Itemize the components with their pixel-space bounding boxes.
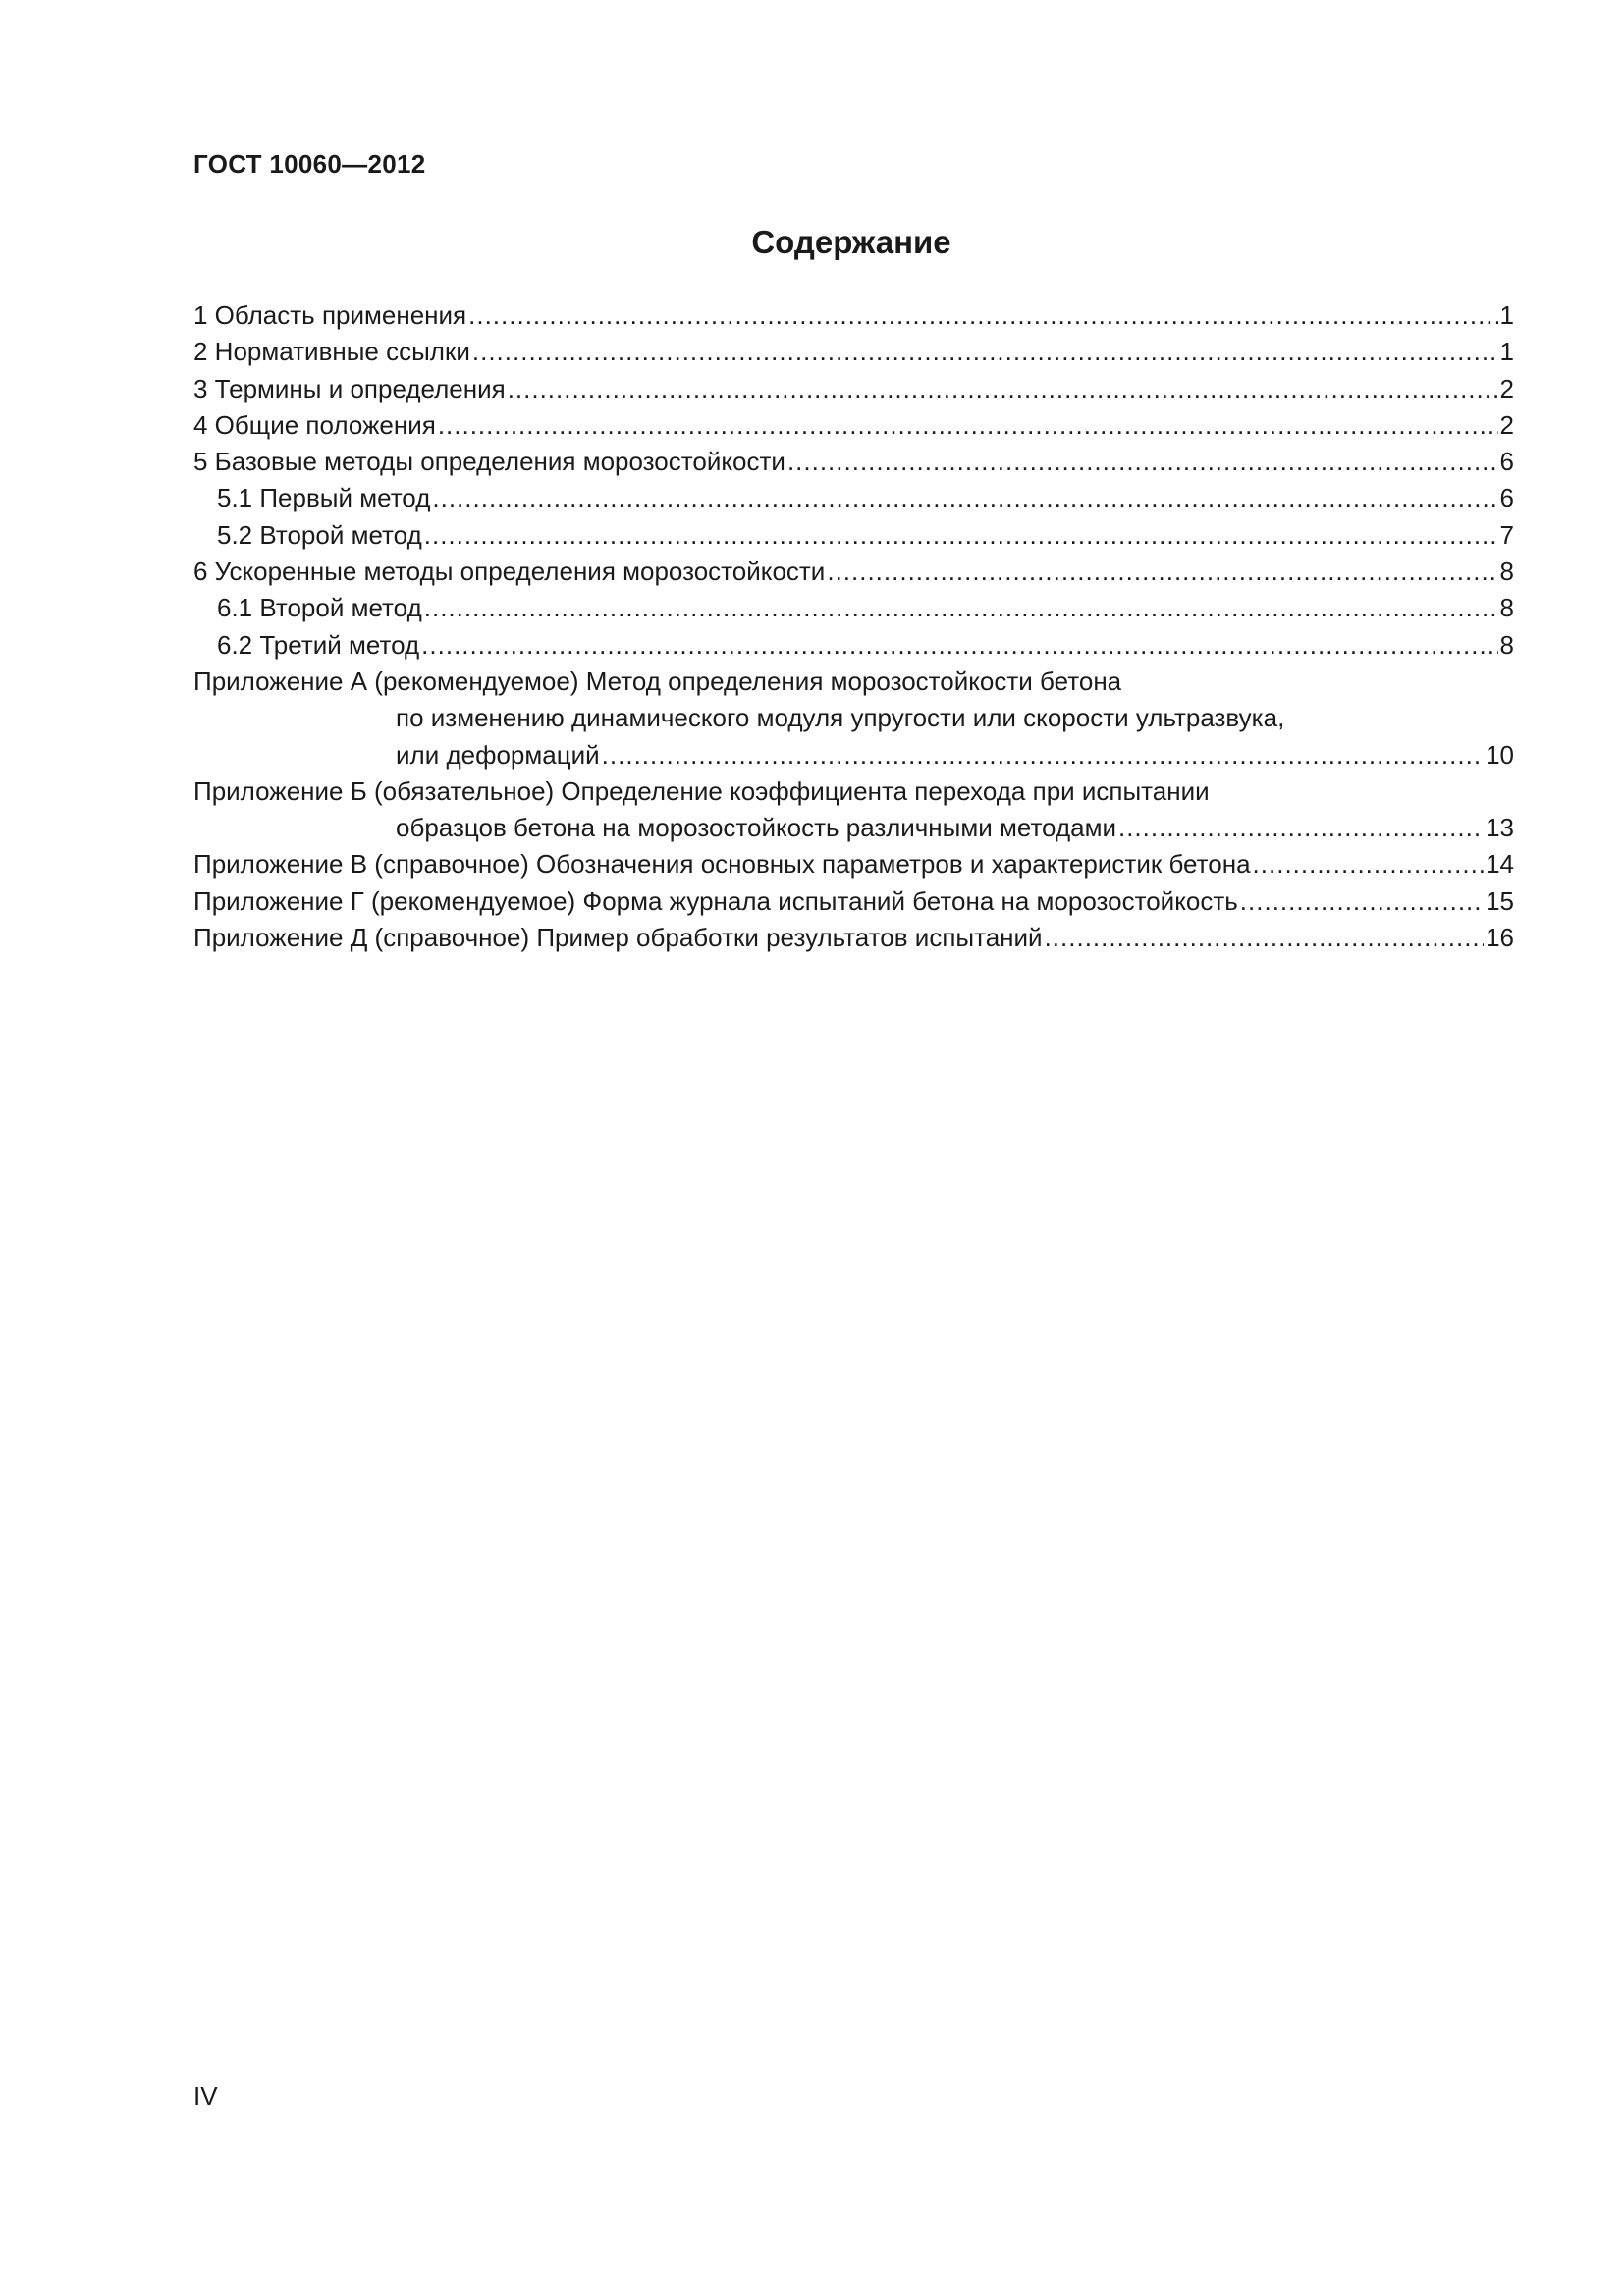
toc-entry-page: 6 xyxy=(1499,447,1514,477)
toc-entry-label: 6.2 Третий метод xyxy=(217,629,420,660)
toc-entry-page: 10 xyxy=(1486,739,1514,770)
toc-entry-appendix-d[interactable] xyxy=(193,920,1514,956)
page-number: IV xyxy=(193,2081,218,2110)
toc-leader-dots xyxy=(424,590,1498,626)
toc-entry-appendix-g[interactable] xyxy=(193,883,1514,920)
toc-entry-label: 3 Термины и определения xyxy=(193,373,506,403)
toc-leader-dots xyxy=(438,407,1498,444)
toc-entry-label-continued: или деформаций xyxy=(396,739,600,770)
toc-entry-2[interactable] xyxy=(193,334,1514,370)
toc-entry-label: 4 Общие положения xyxy=(193,409,436,440)
toc-entry-page: 1 xyxy=(1499,337,1514,367)
toc-entry-6[interactable] xyxy=(193,554,1514,590)
toc-entry-5[interactable] xyxy=(193,444,1514,480)
toc-entry-page: 7 xyxy=(1499,519,1514,550)
toc-entry-label: 6 Ускоренные методы определения морозостойкости xyxy=(193,557,826,587)
toc-entry-appendix-b[interactable] xyxy=(193,774,1514,847)
toc-entry-page: 2 xyxy=(1499,373,1514,403)
toc-entry-label: 2 Нормативные ссылки xyxy=(193,337,470,367)
toc-entry-label: 6.1 Второй метод xyxy=(217,593,422,623)
toc-entry-page: 13 xyxy=(1486,813,1514,843)
toc-leader-dots xyxy=(1045,920,1485,956)
toc-entry-label: 5.1 Первый метод xyxy=(217,483,431,513)
toc-entry-label: 1 Область применения xyxy=(193,300,467,330)
toc-leader-dots xyxy=(1240,883,1484,920)
toc-entry-page: 2 xyxy=(1499,409,1514,440)
toc-leader-dots xyxy=(424,517,1498,554)
toc-leader-dots xyxy=(1118,810,1484,846)
toc-entry-label: Приложение Д (справочное) Пример обработки результатов испытаний xyxy=(193,923,1043,953)
toc-leader-dots xyxy=(472,334,1498,370)
toc-entry-label: Приложение Г (рекомендуемое) Форма журнала испытаний бетона на морозостойкость xyxy=(193,885,1238,916)
toc-entry-label: Приложение Б (обязательное) Определение коэффициента перехода при испытании xyxy=(193,775,1210,806)
toc-entry-page: 8 xyxy=(1499,629,1514,660)
toc-entry-1[interactable] xyxy=(193,297,1514,334)
toc-entry-page: 16 xyxy=(1486,923,1514,953)
toc-entry-label-continued: образцов бетона на морозостойкость различными методами xyxy=(396,813,1116,843)
toc-entry-page: 1 xyxy=(1499,300,1514,330)
toc-entry-page: 8 xyxy=(1499,557,1514,587)
toc-leader-dots xyxy=(421,627,1497,664)
toc-leader-dots xyxy=(602,737,1484,774)
toc-entry-appendix-v[interactable] xyxy=(193,846,1514,882)
toc-entry-page: 8 xyxy=(1499,593,1514,623)
toc-entry-page: 15 xyxy=(1486,885,1514,916)
toc-leader-dots xyxy=(468,297,1497,334)
toc-entry-5-2[interactable] xyxy=(193,517,1514,554)
toc-entry-appendix-a[interactable] xyxy=(193,664,1514,774)
toc-title: Содержание xyxy=(751,224,951,260)
toc-entry-label: 5 Базовые методы определения морозостойкости xyxy=(193,447,785,477)
toc-entry-page: 6 xyxy=(1499,483,1514,513)
toc-leader-dots xyxy=(1253,846,1485,882)
toc-entry-label: Приложение А (рекомендуемое) Метод определения морозостойкости бетона xyxy=(193,666,1122,696)
toc-leader-dots xyxy=(827,554,1497,590)
toc-entry-label: 5.2 Второй метод xyxy=(217,519,422,550)
toc-entry-page: 14 xyxy=(1486,849,1514,880)
toc-entry-label-continued: по изменению динамического модуля упругости или скорости ультразвука, xyxy=(396,703,1285,733)
toc-entry-5-1[interactable] xyxy=(193,480,1514,516)
toc-entry-6-2[interactable] xyxy=(193,627,1514,664)
toc-leader-dots xyxy=(787,444,1498,480)
toc-entry-6-1[interactable] xyxy=(193,590,1514,626)
toc-leader-dots xyxy=(432,480,1497,516)
toc-entry-3[interactable] xyxy=(193,371,1514,407)
document-code: ГОСТ 10060—2012 xyxy=(193,149,426,179)
toc-entry-label: Приложение В (справочное) Обозначения основных параметров и характеристик бетона xyxy=(193,849,1251,880)
toc-entry-4[interactable] xyxy=(193,407,1514,444)
toc-leader-dots xyxy=(508,371,1498,407)
table-of-contents xyxy=(193,297,1514,956)
